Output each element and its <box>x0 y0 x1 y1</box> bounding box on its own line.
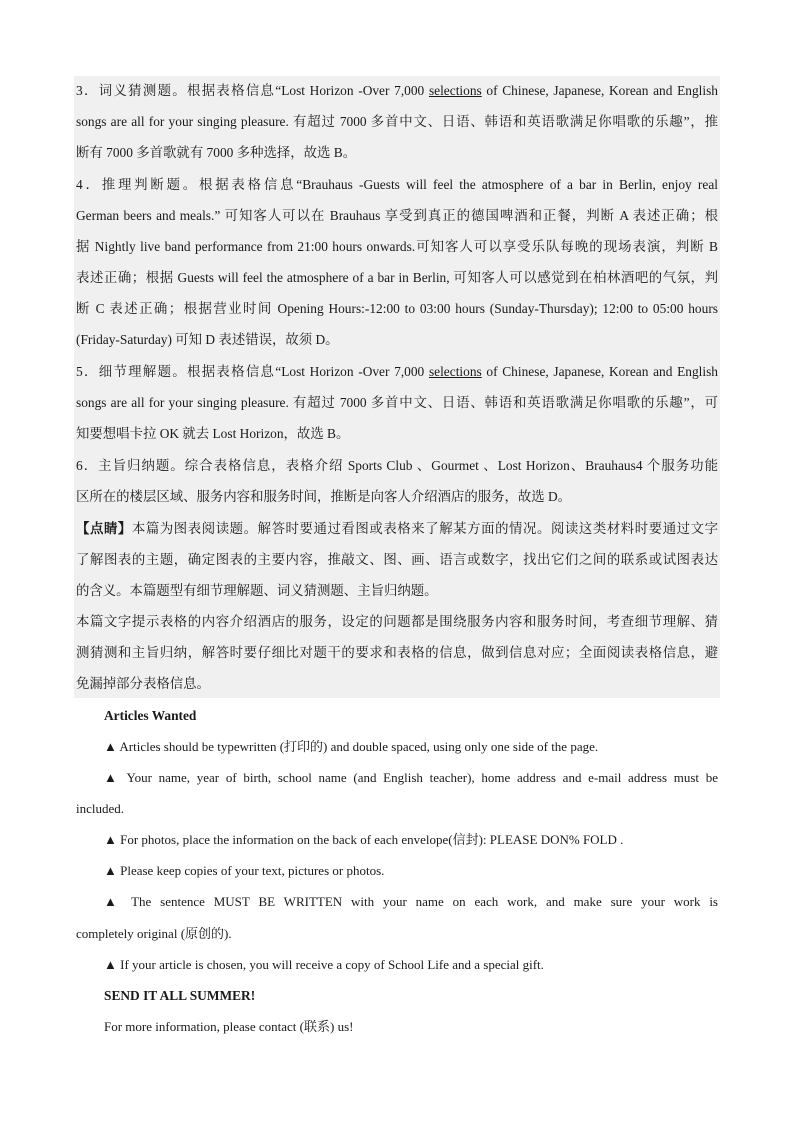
q3-line-2: songs are all for your singing pleasure. 有超过 7000 多首中文、日语、韩语和英语歌满足你唱歌的乐趣”，推 <box>76 114 718 129</box>
bullet-copies: ▲ Please keep copies of your text, pictures or photos. <box>104 863 385 878</box>
q5-line-2: songs are all for your singing pleasure. 有超过 7000 多首中文、日语、韩语和英语歌满足你唱歌的乐趣”，可 <box>76 395 718 410</box>
tip-line-2: 了解图表的主题，确定图表的主要内容，推敲文、图、画、语言或数字，找出它们之间的联系或试图表达 <box>76 552 718 567</box>
bullet-personal-info: ▲ Your name, year of birth, school name (and English teacher), home address and e-mail address must be <box>104 770 718 785</box>
summary-line-3: 免漏掉部分表格信息。 <box>76 676 210 691</box>
send-heading: SEND IT ALL SUMMER! <box>104 988 256 1003</box>
tip-label: 【点睛】 <box>76 521 132 536</box>
q4-line-4: 表述正确；根据 Guests will feel the atmosphere of a bar in Berlin, 可知客人可以感觉到在柏林酒吧的气氛，判 <box>76 270 718 285</box>
q4-line-6: (Friday-Saturday) 可知 D 表述错误，故须 D。 <box>76 332 339 347</box>
q4-line-3: 据 Nightly live band performance from 21:00 hours onwards.可知客人可以享受乐队每晚的现场表演，判断 B <box>76 239 718 254</box>
bullet-personal-info-cont: included. <box>76 801 125 816</box>
underlined-word: selections <box>428 83 482 98</box>
tip-line-3: 的含义。本篇题型有细节理解题、词义猜测题、主旨归纳题。 <box>76 583 438 598</box>
q4-line-1: 4．推理判断题。根据表格信息“Brauhaus -Guests will feel the atmosphere of a bar in Berlin, enjoy real <box>76 177 718 192</box>
summary-line-1: 本篇文字提示表格的内容介绍酒店的服务，设定的问题都是围绕服务内容和服务时间，考查细节理解、猜 <box>76 614 718 629</box>
underlined-word: selections <box>428 364 482 379</box>
summary-line-2: 测猜测和主旨归纳，解答时要仔细比对题干的要求和表格的信息，做到信息对应；全面阅读表格信息，避 <box>76 645 718 660</box>
tip-line-1: 【点睛】本篇为图表阅读题。解答时要通过看图或表格来了解某方面的情况。阅读这类材料时要通过文字 <box>76 521 719 536</box>
bullet-original-work: ▲ The sentence MUST BE WRITTEN with your name on each work, and make sure your work is <box>104 894 718 909</box>
q4-line-5: 断 C 表述正确；根据营业时间 Opening Hours:-12:00 to 03:00 hours (Sunday-Thursday); 12:00 to 05:00 hours <box>76 301 718 316</box>
q5-line-3: 知要想唱卡拉 OK 就去 Lost Horizon，故选 B。 <box>76 426 350 441</box>
q5-line-1: 5．细节理解题。根据表格信息“Lost Horizon -Over 7,000 selections of Chinese, Japanese, Korean and English <box>76 364 718 379</box>
q4-line-2: German beers and meals.” 可知客人可以在 Brauhaus 享受到真正的德国啤酒和正餐，判断 A 表述正确；根 <box>76 208 718 223</box>
q3-line-3: 断有 7000 多首歌就有 7000 多种选择，故选 B。 <box>76 145 357 160</box>
bullet-photos: ▲ For photos, place the information on the back of each envelope(信封): PLEASE DON% FOLD . <box>104 832 624 847</box>
q3-line-1: 3．词义猜测题。根据表格信息“Lost Horizon -Over 7,000 selections of Chinese, Japanese, Korean and English <box>76 83 718 98</box>
q6-line-2: 区所在的楼层区域、服务内容和服务时间，推断是向客人介绍酒店的服务，故选 D。 <box>76 489 572 504</box>
bullet-typewritten: ▲ Articles should be typewritten (打印的) and double spaced, using only one side of the page. <box>104 739 599 754</box>
contact-line: For more information, please contact (联系) us! <box>104 1019 354 1034</box>
bullet-chosen-gift: ▲ If your article is chosen, you will receive a copy of School Life and a special gift. <box>104 957 544 972</box>
articles-title: Articles Wanted <box>104 708 197 723</box>
bullet-original-work-cont: completely original (原创的). <box>76 926 232 941</box>
q6-line-1: 6．主旨归纳题。综合表格信息，表格介绍 Sports Club 、Gourmet 、Lost Horizon、Brauhaus4 个服务功能 <box>76 458 718 473</box>
explanation-highlight-block <box>74 76 720 698</box>
